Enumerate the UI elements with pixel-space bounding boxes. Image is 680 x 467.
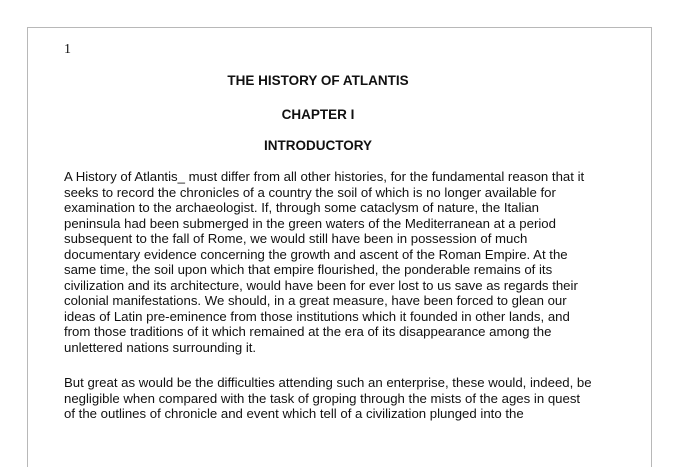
chapter-heading: CHAPTER I [281,107,355,122]
section-heading: INTRODUCTORY [264,138,372,153]
paragraph-1 [64,169,624,355]
paragraph-line: civilization and its architecture, would have been for ever lost to us save as regards their [64,277,578,293]
book-title: THE HISTORY OF ATLANTIS [227,73,409,88]
paragraph-line: ideas of Latin pre-eminence from those institutions which it founded in other lands, and [64,308,570,324]
document-page [27,27,652,467]
paragraph-line: A History of Atlantis_ must differ from all other histories, for the fundamental reason that it [64,169,585,184]
paragraph-line: seeks to record the chronicles of a country the soil of which is no longer available for [64,184,556,200]
page-number: 1 [64,42,71,57]
paragraph-line: of the outlines of chronicle and event which tell of a civilization plunged into the [64,406,524,421]
paragraph-line: peninsula had been submerged in the green waters of the Mediterranean at a period [64,215,556,231]
paragraph-line: negligible when compared with the task of groping through the mists of the ages in quest [64,390,581,406]
paragraph-line: unlettered nations surrounding it. [64,339,257,355]
paragraph-line: documentary evidence concerning the growth and ascent of the Roman Empire. At the [64,246,568,262]
paragraph-line: examination to the archaeologist. If, through some cataclysm of nature, the Italian [64,200,540,215]
paragraph-line: subsequent to the fall of Rome, we would still have been in possession of much [64,231,528,246]
paragraph-2 [64,375,624,422]
paragraph-line: from those traditions of it which remained at the era of its disappearance among the [64,324,552,339]
paragraph-line: same time, the soil upon which that empire flourished, the ponderable remains of its [64,262,553,277]
paragraph-line: colonial manifestations. We should, in a great measure, have been forced to glean our [64,293,567,308]
paragraph-line: But great as would be the difficulties attending such an enterprise, these would, indeed, be [64,375,592,390]
